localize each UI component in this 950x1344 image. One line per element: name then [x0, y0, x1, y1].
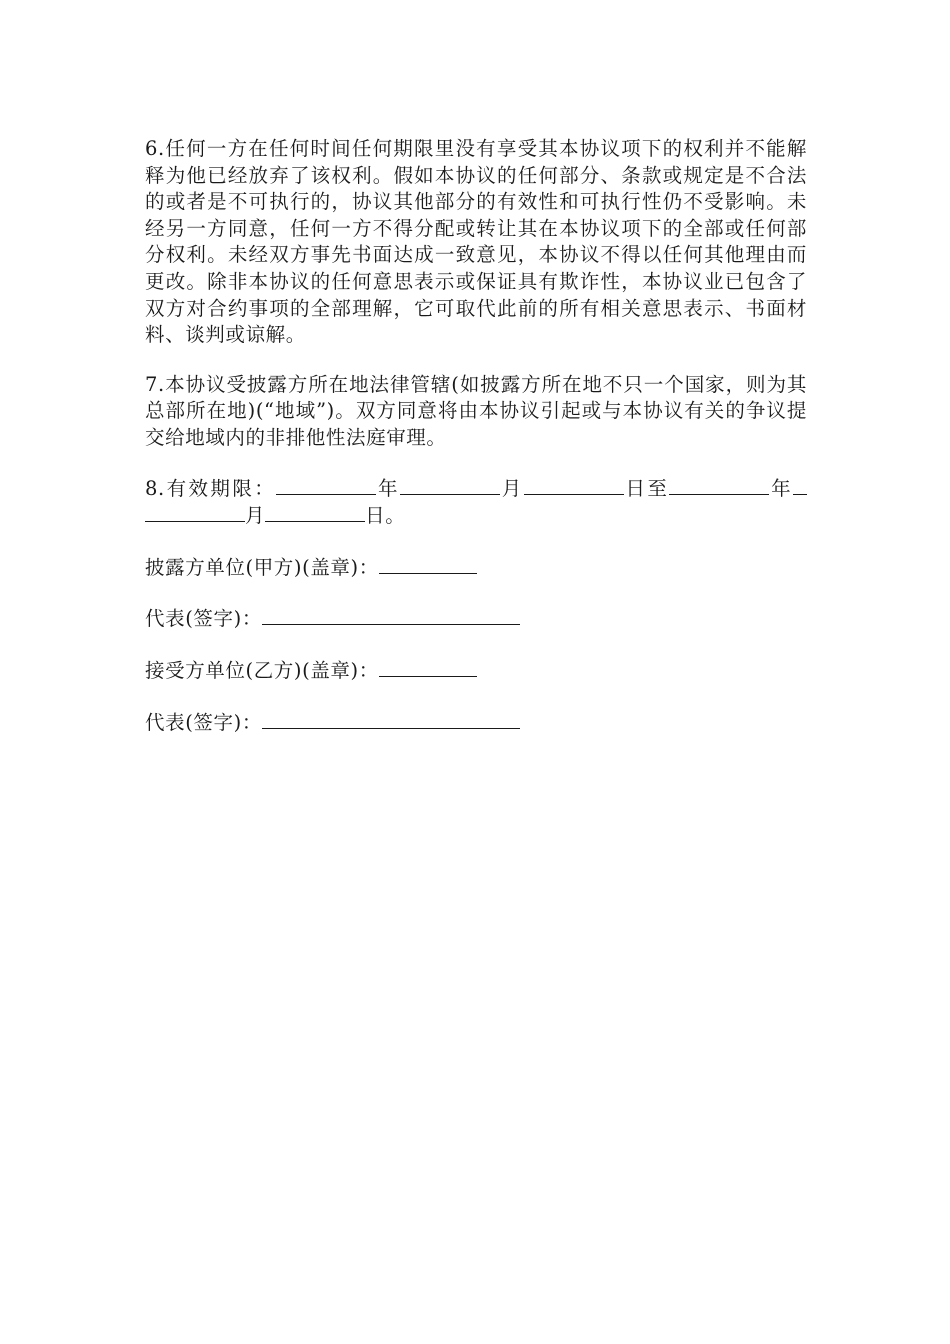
start-month-unit: 月 [499, 476, 524, 500]
clause-7: 7.本协议受披露方所在地法律管辖(如披露方所在地不只一个国家，则为其总部所在地)(“地域”)。双方同意将由本协议引起或与本协议有关的争议提交给地域内的非排他性法庭审理。 [145, 372, 807, 449]
party-b-label: 接受方单位(乙方)(盖章)： [145, 658, 379, 682]
end-month-blank [145, 502, 245, 522]
end-day-blank [265, 502, 365, 522]
rep-a-label: 代表(签字)： [145, 607, 262, 631]
rep-a-blank [262, 605, 520, 625]
start-month-blank [400, 475, 500, 495]
clause-6: 6.任何一方在任何时间任何期限里没有享受其本协议项下的权利并不能解释为他已经放弃了该权利。假如本协议的任何部分、条款或规定是不合法的或者是不可执行的，协议其他部分的有效性和可执行性仍不受影响。未经另一方同意，任何一方不得分配或转让其在本协议项下的全部或任何部分权利。未经双方事先书面达成一致意见，本协议不得以任何其他理由而更改。除非本协议的任何意思表示或保证具有欺诈性，本协议业已包含了双方对合约事项的全部理解，它可取代此前的所有相关意思表示、书面材料、谈判或谅解。 [145, 137, 807, 347]
party-a-line [145, 554, 807, 582]
end-year-unit: 年 [769, 476, 794, 500]
party-a-blank [379, 554, 477, 574]
party-b-blank [379, 657, 477, 677]
start-day-unit: 日至 [623, 476, 670, 500]
rep-b-line [145, 709, 807, 737]
end-month-unit: 月 [245, 504, 266, 528]
rep-b-label: 代表(签字)： [145, 710, 262, 734]
clause-8-validity-period [145, 475, 807, 530]
party-a-label: 披露方单位(甲方)(盖章)： [145, 555, 379, 579]
start-year-blank [276, 475, 376, 495]
rep-a-line [145, 605, 807, 633]
rep-b-blank [262, 709, 520, 729]
end-year-blank [669, 475, 769, 495]
start-year-unit: 年 [376, 476, 400, 500]
validity-label: 8.有效期限： [145, 476, 277, 500]
end-month-blank-start [793, 475, 807, 495]
end-day-unit: 日。 [365, 504, 406, 528]
party-b-line [145, 657, 807, 685]
start-day-blank [524, 475, 624, 495]
document-body [145, 136, 807, 736]
